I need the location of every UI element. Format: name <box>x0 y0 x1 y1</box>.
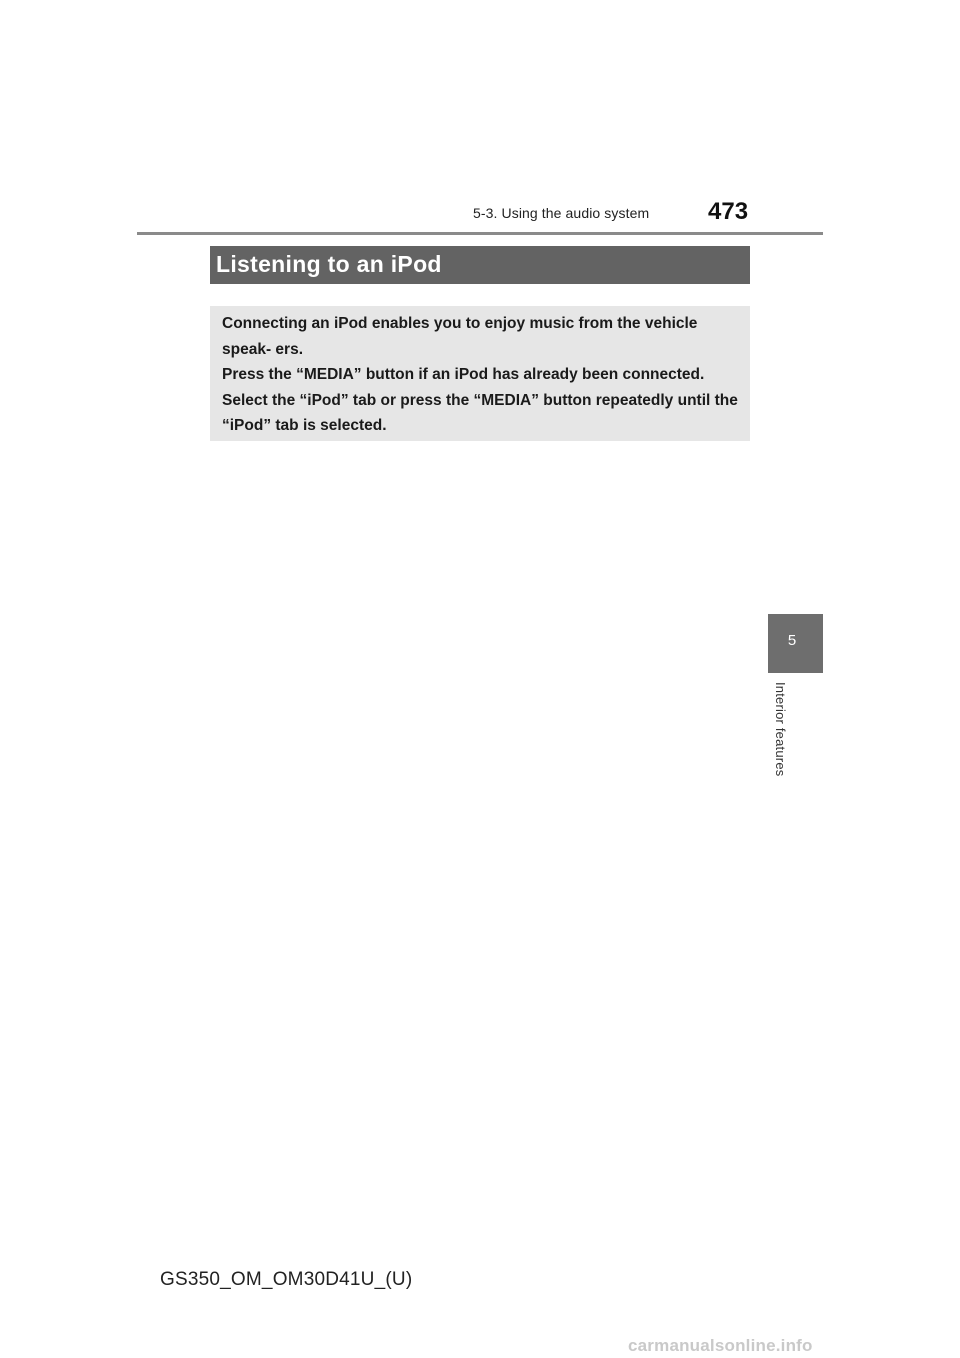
section-title: Listening to an iPod <box>216 251 442 277</box>
watermark: carmanualsonline.info <box>628 1336 813 1355</box>
running-header-section: 5-3. Using the audio system <box>473 205 650 221</box>
chapter-title: Interior features <box>773 682 788 777</box>
chapter-tab <box>768 614 823 673</box>
chapter-number: 5 <box>787 632 797 649</box>
section-title-bar <box>210 246 750 284</box>
intro-paragraph: Select the “iPod” tab or press the “MEDIA” button repeatedly until the “iPod” tab is selected. <box>222 391 738 434</box>
page-number: 473 <box>708 198 749 225</box>
intro-text <box>222 311 746 439</box>
intro-paragraph: Connecting an iPod enables you to enjoy music from the vehicle speak- ers. <box>222 315 698 358</box>
footer-document-code: GS350_OM_OM30D41U_(U) <box>160 1269 413 1290</box>
intro-paragraph: Press the “MEDIA” button if an iPod has already been connected. <box>222 366 705 383</box>
header-divider <box>137 232 823 235</box>
intro-box <box>210 306 750 441</box>
